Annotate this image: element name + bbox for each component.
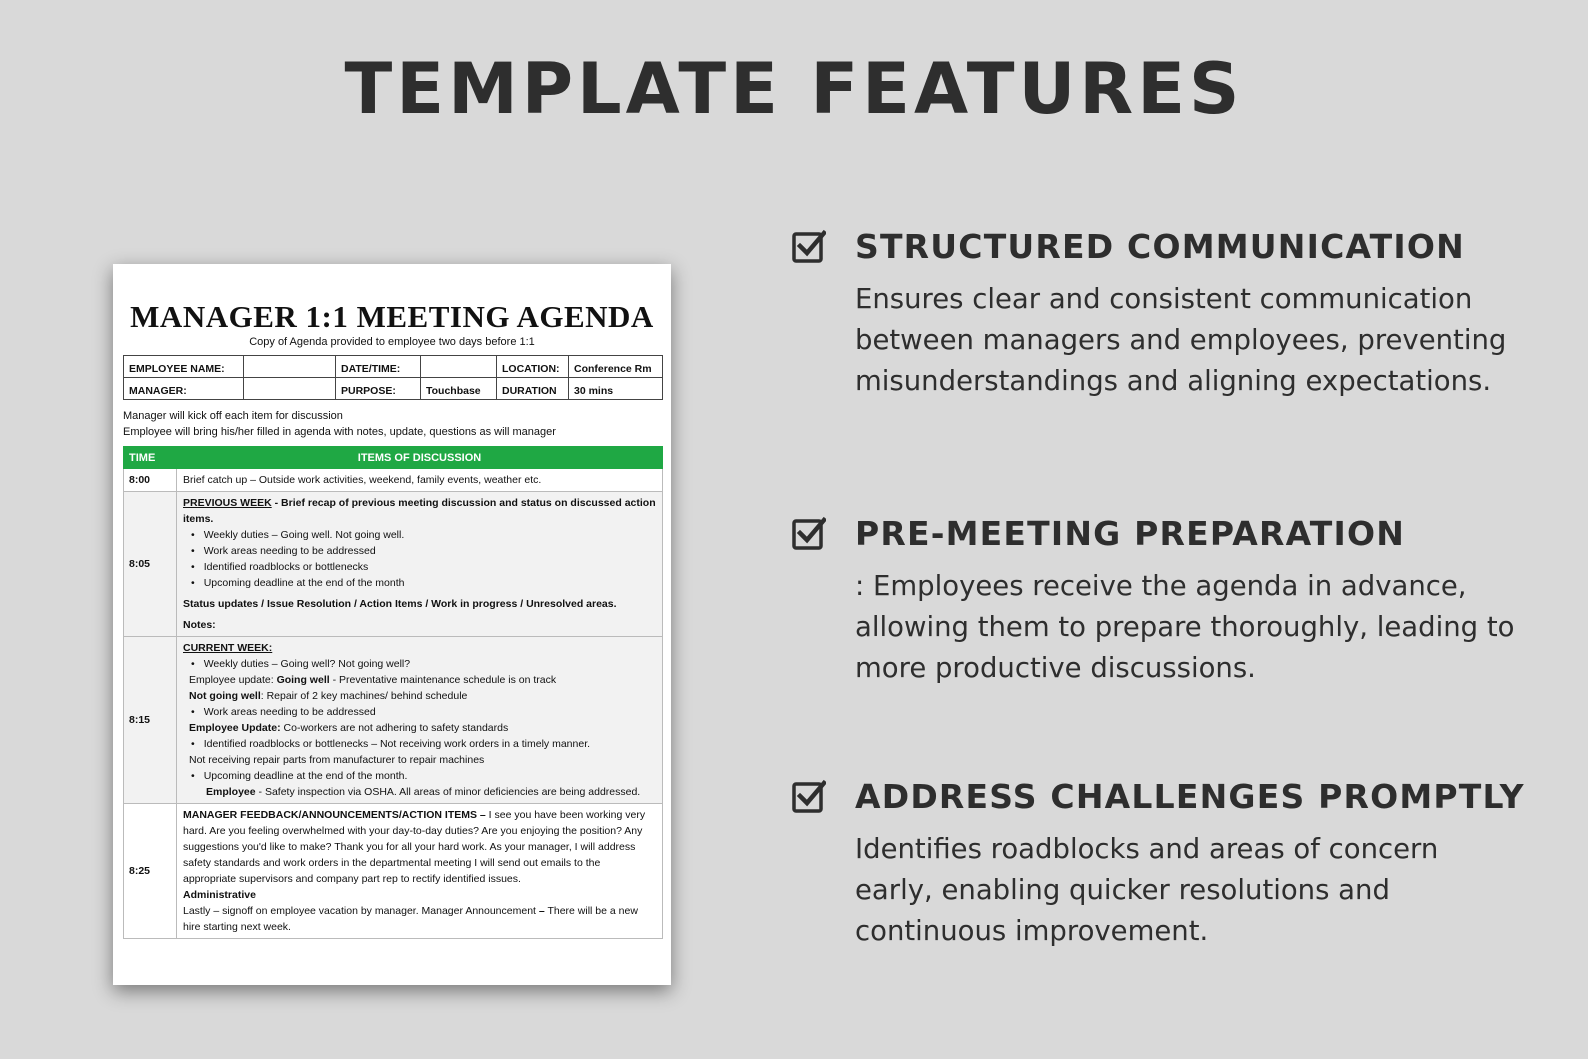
row-text: Brief catch up – Outside work activities, weekend, family events, weather etc. bbox=[183, 474, 542, 486]
feature-description: Ensures clear and consistent communication between managers and employees, preventing misunderstandings and aligning expectations. bbox=[855, 283, 1507, 397]
duration-value: 30 mins bbox=[569, 378, 663, 400]
purpose-value: Touchbase bbox=[421, 378, 497, 400]
time-column-header: TIME bbox=[124, 447, 177, 469]
items-column-header: ITEMS OF DISCUSSION bbox=[177, 447, 663, 469]
row-items bbox=[177, 469, 663, 492]
list-item: • Weekly duties – Going well. Not going well. bbox=[191, 527, 656, 543]
administrative-label: Administrative bbox=[183, 889, 256, 901]
table-row bbox=[124, 637, 663, 804]
manager-label: MANAGER: bbox=[124, 378, 244, 400]
date-time-value bbox=[421, 356, 497, 378]
administrative-text: Lastly – signoff on employee vacation by manager. Manager Announcement – There will be a new hire starting next week. bbox=[183, 905, 638, 933]
bullet-list bbox=[183, 768, 656, 784]
list-item: • Weekly duties – Going well? Not going well? bbox=[191, 656, 656, 672]
checkbox-checked-icon bbox=[792, 516, 826, 550]
agenda-table bbox=[123, 446, 663, 939]
bullet-list bbox=[183, 527, 656, 591]
employee-name-label: EMPLOYEE NAME: bbox=[124, 356, 244, 378]
feature-title: ADDRESS CHALLENGES PROMPTLY bbox=[855, 777, 1525, 816]
duration-label: DURATION bbox=[497, 378, 569, 400]
row-items bbox=[177, 637, 663, 804]
row-time: 8:00 bbox=[124, 469, 177, 492]
purpose-label: PURPOSE: bbox=[336, 378, 421, 400]
row-items bbox=[177, 492, 663, 637]
location-label: LOCATION: bbox=[497, 356, 569, 378]
table-row bbox=[124, 492, 663, 637]
location-value: Conference Rm bbox=[569, 356, 663, 378]
row-time: 8:25 bbox=[124, 804, 177, 939]
list-item: • Work areas needing to be addressed bbox=[191, 704, 656, 720]
document-subtitle: Copy of Agenda provided to employee two days before 1:1 bbox=[249, 336, 535, 348]
notes-label: Notes: bbox=[183, 619, 216, 631]
not-going-well-line: Not going well: Repair of 2 key machines/ behind schedule bbox=[189, 690, 468, 702]
agenda-document-preview bbox=[113, 264, 671, 985]
table-row bbox=[124, 469, 663, 492]
document-title: MANAGER 1:1 MEETING AGENDA bbox=[130, 299, 654, 334]
list-item: • Identified roadblocks or bottlenecks – Not receiving work orders in a timely manner. bbox=[191, 736, 656, 752]
meeting-info-table bbox=[123, 355, 663, 400]
list-item: • Identified roadblocks or bottlenecks bbox=[191, 559, 656, 575]
feature-description: Identifies roadblocks and areas of concern early, enabling quicker resolutions and continuous improvement. bbox=[855, 833, 1439, 947]
checkbox-checked-icon bbox=[792, 229, 826, 263]
table-row bbox=[124, 804, 663, 939]
feature-title: STRUCTURED COMMUNICATION bbox=[855, 227, 1465, 266]
employee-name-value bbox=[244, 356, 336, 378]
list-item: • Upcoming deadline at the end of the month. bbox=[191, 768, 656, 784]
row-items bbox=[177, 804, 663, 939]
list-item: • Upcoming deadline at the end of the month bbox=[191, 575, 656, 591]
intro-line: Manager will kick off each item for discussion bbox=[123, 410, 343, 422]
section-heading: MANAGER FEEDBACK/ANNOUNCEMENTS/ACTION ITEMS – bbox=[183, 809, 486, 821]
intro-line: Employee will bring his/her filled in agenda with notes, update, questions as will manager bbox=[123, 426, 556, 438]
date-time-label: DATE/TIME: bbox=[336, 356, 421, 378]
list-item: • Work areas needing to be addressed bbox=[191, 543, 656, 559]
section-heading: PREVIOUS WEEK bbox=[183, 497, 272, 509]
employee-update-line: Employee Update: Co-workers are not adhering to safety standards bbox=[189, 722, 509, 734]
feature-description: : Employees receive the agenda in advance, allowing them to prepare thoroughly, leading to more productive discussions. bbox=[855, 570, 1515, 684]
bullet-list bbox=[183, 704, 656, 720]
manager-value bbox=[244, 378, 336, 400]
bullet-list bbox=[183, 736, 656, 752]
section-heading: CURRENT WEEK: bbox=[183, 642, 273, 654]
status-line: Status updates / Issue Resolution / Action Items / Work in progress / Unresolved areas. bbox=[183, 598, 617, 610]
section-heading-rest: I see you have been working very hard. Are you feeling overwhelmed with your day-to-day duties? Are you enjoying the position? Any suggestions you'd like to make? Thank you for all your hard work. As your manager, I will address safety standards and work orders in the departmental meeting I will send out emails to the appropriate supervisors and company part rep to rectify identified issues. bbox=[183, 809, 646, 885]
employee-update-line: Employee update: Going well - Preventative maintenance schedule is on track bbox=[189, 674, 557, 686]
page-title: TEMPLATE FEATURES bbox=[344, 48, 1244, 130]
agenda-intro bbox=[123, 408, 661, 440]
feature-title: PRE-MEETING PREPARATION bbox=[855, 514, 1406, 553]
employee-update-line: Employee - Safety inspection via OSHA. All areas of minor deficiencies are being addressed. bbox=[206, 786, 641, 798]
bullet-list bbox=[183, 656, 656, 672]
row-time: 8:05 bbox=[124, 492, 177, 637]
section-heading-rest: - Brief recap of previous meeting discussion and status on discussed action items. bbox=[183, 497, 656, 525]
checkbox-checked-icon bbox=[792, 779, 826, 813]
bullet-continuation: Not receiving repair parts from manufacturer to repair machines bbox=[189, 754, 485, 766]
row-time: 8:15 bbox=[124, 637, 177, 804]
